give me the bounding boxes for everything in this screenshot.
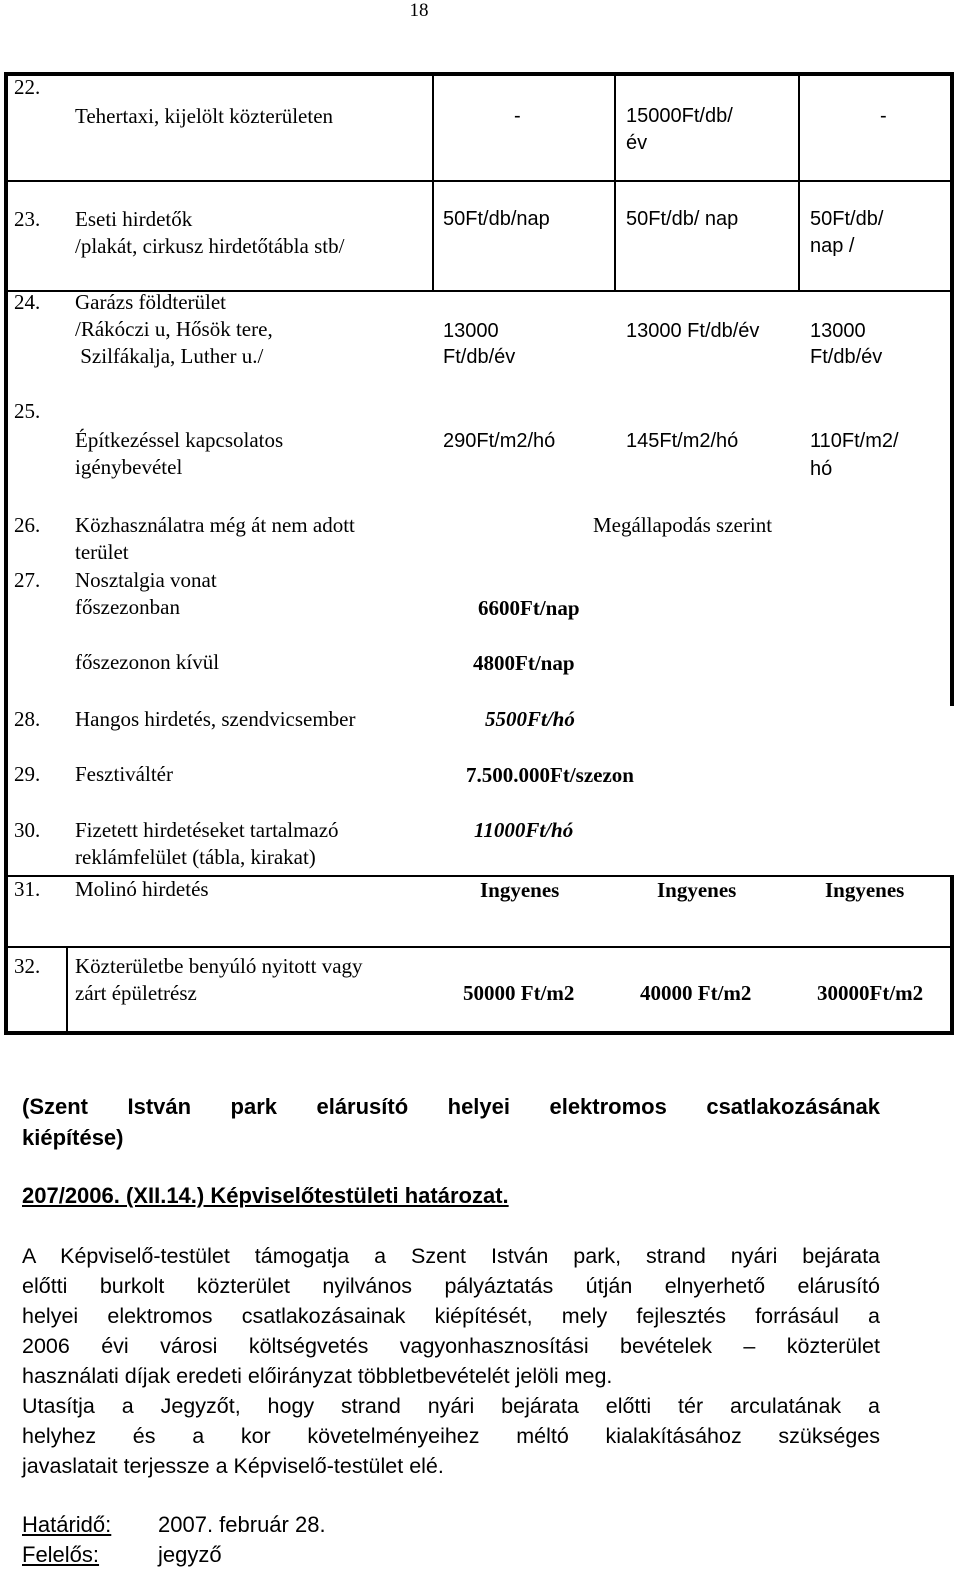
row-label: Tehertaxi, kijelölt közterületen [75,104,334,128]
fee-cell: 4800Ft/nap [473,651,575,675]
paragraph-line: helyei elektromos csatlakozásainak kiépítését, mely fejlesztés forrásául a [22,1304,880,1328]
row-label: főszezonon kívül [75,650,220,674]
fee-cell: 50Ft/db/ [810,208,884,230]
row-number: 29. [14,762,41,786]
fee-cell: 110Ft/m2/ [810,430,899,452]
row-number: 24. [14,290,41,314]
row-label: Építkezéssel kapcsolatos [75,428,284,452]
responsible-value: jegyző [158,1542,222,1567]
row-number: 32. [14,954,41,978]
row-number: 27. [14,568,41,592]
section-title: kiépítése) [22,1125,124,1150]
fee-cell: 145Ft/m2/hó [626,430,739,452]
fee-cell: 11000Ft/hó [474,818,574,842]
fee-cell: 5500Ft/hó [485,707,575,731]
fee-cell: 50000 Ft/m2 [463,981,575,1005]
fee-cell: Ingyenes [480,878,560,902]
fee-cell: Ingyenes [825,878,905,902]
row-number: 22. [14,75,41,99]
paragraph-line: 2006 évi városi költségvetés vagyonhasznosítási bevételek – közterület [22,1334,880,1358]
fee-cell: 30000Ft/m2 [817,981,924,1005]
row-label: Fizetett hirdetéseket tartalmazó [75,818,339,842]
fee-cell: 50Ft/db/ nap [626,208,739,230]
fee-cell: 290Ft/m2/hó [443,430,556,452]
row-number: 31. [14,877,41,901]
row-label: /plakát, cirkusz hirdetőtábla stb/ [75,234,345,258]
fee-cell: - [514,105,521,127]
row-label: /Rákóczi u, Hősök tere, [75,317,273,341]
fee-cell: nap / [810,235,855,257]
row-label: zárt épületrész [75,981,197,1005]
resolution-number: 207/2006. (XII.14.) Képviselőtestületi határozat. [22,1183,509,1208]
row-number: 30. [14,818,41,842]
fee-cell: hó [810,458,833,480]
fee-cell: Ingyenes [657,878,737,902]
deadline-value: 2007. február 28. [158,1512,326,1537]
paragraph-line: használati díjak eredeti előirányzat többletbevételét jelöli meg. [22,1364,613,1388]
fee-cell: 13000 [443,320,499,342]
responsible-label: Felelős: [22,1542,100,1567]
page-number: 18 [409,0,429,21]
merged-fee-cell: Megállapodás szerint [593,513,773,537]
row-label: Garázs földterület [75,290,227,314]
row-label: Molinó hirdetés [75,877,209,901]
row-label: Szilfákalja, Luther u./ [75,344,264,368]
row-label: igénybevétel [75,455,183,479]
fee-cell: 50Ft/db/nap [443,208,550,230]
fee-cell: 40000 Ft/m2 [640,981,752,1005]
paragraph-line: A Képviselő-testület támogatja a Szent István park, strand nyári bejárata [22,1244,880,1268]
row-number: 28. [14,707,41,731]
row-label: Hangos hirdetés, szendvicsember [75,707,356,731]
fee-cell: 15000Ft/db/ [626,105,733,127]
row-label: Nosztalgia vonat [75,568,217,592]
fee-cell: Ft/db/év [443,346,516,368]
row-label: Fesztiváltér [75,762,173,786]
fee-cell: év [626,132,648,154]
row-label: reklámfelület (tábla, kirakat) [75,845,316,869]
fee-cell: 6600Ft/nap [478,596,580,620]
paragraph-line: helyhez és a kor követelményeihez méltó kialakításához szükséges [22,1424,880,1448]
fee-cell: 7.500.000Ft/szezon [466,763,634,787]
row-number: 26. [14,513,41,537]
fee-cell: - [880,105,887,127]
paragraph-line: javaslatait terjessze a Képviselő-testület elé. [22,1454,444,1478]
row-label: terület [75,540,129,564]
row-number: 23. [14,207,41,231]
row-label: főszezonban [75,595,180,619]
row-label: Közterületbe benyúló nyitott vagy [75,954,363,978]
fee-cell: Ft/db/év [810,346,883,368]
section-title: (Szent István park elárusító helyei elektromos csatlakozásának [22,1094,880,1119]
row-number: 25. [14,399,41,423]
deadline-label: Határidő: [22,1512,112,1537]
row-label: Eseti hirdetők [75,207,193,231]
fee-cell: 13000 Ft/db/év [626,320,760,342]
paragraph-line: Utasítja a Jegyzőt, hogy strand nyári bejárata előtti tér arculatának a [22,1394,880,1418]
fee-cell: 13000 [810,320,866,342]
row-label: Közhasználatra még át nem adott [75,513,355,537]
paragraph-line: előtti burkolt közterület nyilvános pályáztatás útján elnyerhető elárusító [22,1274,880,1298]
